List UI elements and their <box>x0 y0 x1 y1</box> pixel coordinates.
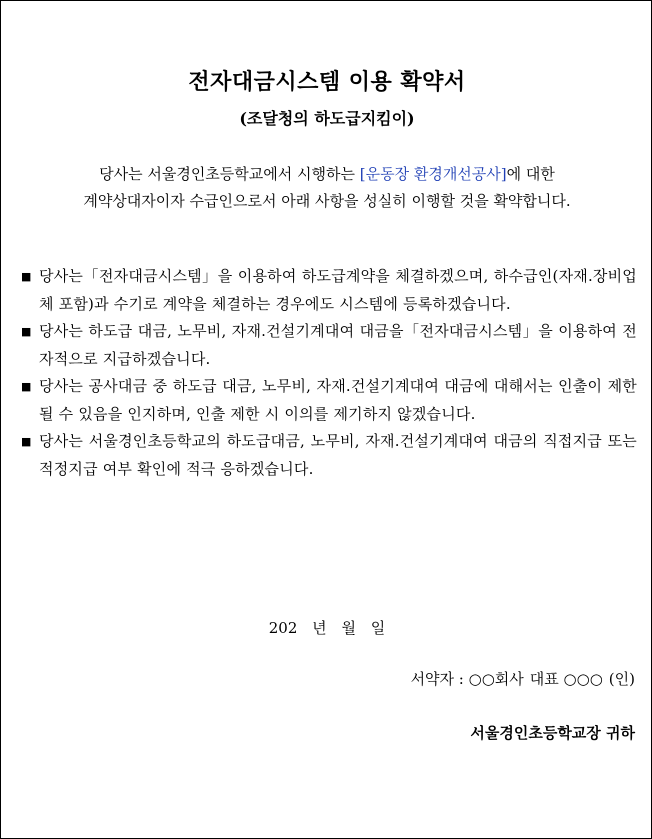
intro-text-part1: 당사는 서울경인초등학교에서 시행하는 <box>99 165 360 183</box>
intro-line-2: 계약상대자이자 수급인으로서 아래 사항을 성실히 이행할 것을 확약합니다. <box>83 192 571 210</box>
intro-paragraph <box>1 161 652 215</box>
document-subtitle: (조달청의 하도급지킴이) <box>239 109 415 128</box>
date-line <box>1 617 652 638</box>
square-bullet-icon: ■ <box>21 435 32 448</box>
project-name: [운동장 환경개선공사] <box>359 165 507 183</box>
recipient-line: 서울경인초등학교장 귀하 <box>470 724 635 742</box>
intro-text-part2: 에 대한 <box>506 165 555 183</box>
signer-label: 서약자 : ○○회사 <box>410 670 524 688</box>
pledge-item <box>21 263 637 318</box>
pledge-text: 당사는「전자대금시스템」을 이용하여 하도급계약을 체결하겠으며, 하수급인(자재.장비업체 포함)과 수기로 계약을 체결하는 경우에도 시스템에 등록하겠습니다. <box>39 267 637 313</box>
pledge-text: 당사는 하도급 대금, 노무비, 자재.건설기계대여 대금을「전자대금시스템」을 이용하여 전자적으로 지급하겠습니다. <box>39 322 637 368</box>
pledge-text: 당사는 서울경인초등학교의 하도급대금, 노무비, 자재.건설기계대여 대금의 직접지급 또는 적정지급 여부 확인에 적극 응하겠습니다. <box>39 432 637 478</box>
square-bullet-icon: ■ <box>21 325 32 338</box>
date-month: 월 <box>341 619 356 637</box>
signer-representative: 대표 ○○○ <box>529 670 603 688</box>
pledge-text: 당사는 공사대금 중 하도급 대금, 노무비, 자재.건설기계대여 대금에 대해서는 인출이 제한될 수 있음을 인지하며, 인출 제한 시 이의를 제기하지 않겠습니다. <box>39 377 637 423</box>
signer-seal: (인) <box>608 670 635 688</box>
pledge-list <box>21 263 637 483</box>
document-title: 전자대금시스템 이용 확약서 <box>188 69 466 95</box>
square-bullet-icon: ■ <box>21 380 32 393</box>
signer-line <box>405 668 635 689</box>
pledge-item <box>21 428 637 483</box>
date-day: 일 <box>370 619 386 637</box>
intro-line-1 <box>1 161 652 188</box>
pledge-item <box>21 373 637 428</box>
date-year: 202 년 <box>268 619 327 637</box>
pledge-item <box>21 318 637 373</box>
square-bullet-icon: ■ <box>21 270 32 283</box>
